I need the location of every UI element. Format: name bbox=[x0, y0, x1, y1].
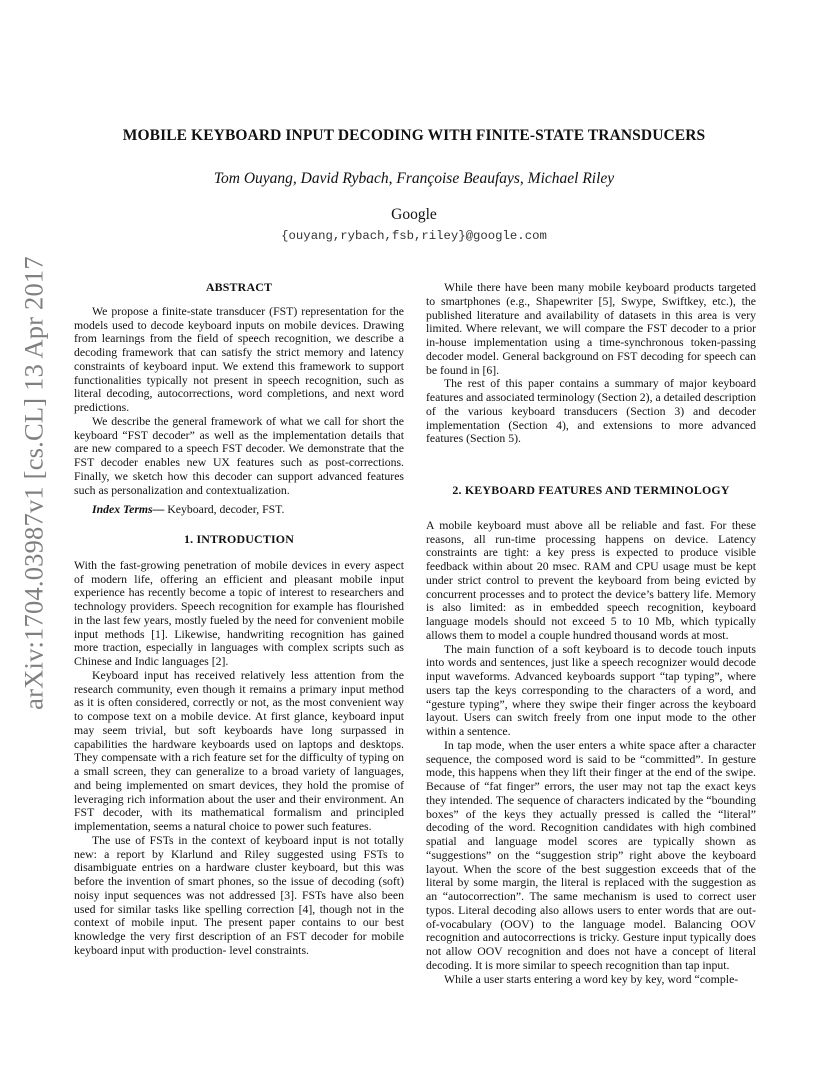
section-heading-introduction: 1. INTRODUCTION bbox=[183, 532, 295, 546]
section-heading-keyboard-features: 2. KEYBOARD FEATURES AND TERMINOLOGY bbox=[452, 483, 730, 497]
right-column bbox=[426, 281, 756, 986]
abstract-heading: ABSTRACT bbox=[205, 280, 273, 294]
index-terms bbox=[74, 503, 404, 517]
body-paragraph: While a user starts entering a word key by key, word “comple- bbox=[444, 972, 739, 986]
index-terms-text: Keyboard, decoder, FST. bbox=[164, 503, 285, 517]
body-paragraph: Keyboard input has received relatively less attention from the research community, even though it remains a primary input method as it is often considered, correctly or not, as the most convenient way to compose text on a mobile device. At first glance, keyboard input may seem trivial, but soft keyboards have long surpassed in capabilities the hardware keyboards used on laptops and desktops. They compensate with a rich feature set for the difficulty of typing on a small screen, they can generalize to a broad variety of languages, and being implemented on smart devices, they hold the promise of leveraging rich information about the user and their environment. An FST decoder, with its mathematical formalism and principled implementation, seems a natural choice to power such features. bbox=[74, 668, 404, 833]
author-email: {ouyang,rybach,fsb,riley}@google.com bbox=[281, 229, 547, 243]
arxiv-stamp bbox=[14, 255, 54, 710]
affiliation: Google bbox=[391, 206, 437, 223]
body-paragraph: In tap mode, when the user enters a white space after a character sequence, the composed word is said to be “committed”. In gesture mode, this happens when they lift their finger at the end of the swipe. Because of “fat finger” errors, the user may not tap the exact keys they intended. The sequence of characters indicated by the “bounding boxes” of the keys they actually pressed is called the “literal” decoding of the word. Recognition candidates with high combined spatial and language model scores are typically shown as “suggestions” on the “suggestion strip” right above the keyboard layout. When the score of the best suggestion exceeds that of the literal by some margin, the literal is replaced with the suggestion as an “autocorrection”. The same mechanism is used to correct user typos. Literal decoding also allows users to enter words that are out-of-vocabulary (OOV) to the language model. Balancing OOV recognition and autocorrections is tricky. Gesture input typically does not allow OOV recognition and does not have a concept of literal decoding. It is more similar to speech recognition than tap input. bbox=[426, 738, 756, 972]
body-paragraph: While there have been many mobile keyboard products targeted to smartphones (e.g., Shapewriter [5], Swype, Swiftkey, etc.), the published literature and availability of datasets in this area is very limited. Where relevant, we will compare the FST decoder to a prior in-house implementation using a time-synchronous token-passing decoder model. General background on FST decoding for speech can be found in [6]. bbox=[426, 281, 756, 377]
body-paragraph: A mobile keyboard must above all be reliable and fast. For these reasons, all run-time processing happens on device. Latency constraints are tight: a key press is expected to produce visible feedback within about 20 msec. RAM and CPU usage must be kept under strict control to prevent the keyboard from being evicted by concurrent processes and to protect the device’s battery life. Memory is also limited: as in embedded speech recognition, keyboard language models should not exceed 5 to 10 Mb, which typically allows them to model a couple hundred thousand words at most. bbox=[426, 518, 756, 642]
abstract-paragraph: We propose a finite-state transducer (FST) representation for the models used to decode keyboard inputs on mobile devices. Drawing from learnings from the field of speech recognition, we describe a decoding framework that can satisfy the strict memory and latency constraints of keyboard input. We extend this framework to support functionalities typically not present in speech recognition, such as literal decoding, autocorrections, word completions, and next word predictions. bbox=[74, 304, 404, 414]
body-paragraph: The use of FSTs in the context of keyboard input is not totally new: a report by Klarlund and Riley suggested using FSTs to disambiguate entries on a hardware cluster keyboard, but this was before the invention of smart phones, so the issue of decoding (soft) noisy input sequences was not addressed [3]. FSTs have also been used for similar tasks like spelling correction [4], though not in the context of mobile input. The present paper contains to our best knowledge the very first description of an FST decoder for mobile keyboard input with production- level constraints. bbox=[74, 833, 404, 957]
body-paragraph: The main function of a soft keyboard is to decode touch inputs into words and sentences, just like a speech recognizer would decode input waveforms. Advanced keyboards support “tap typing”, where users tap the keys corresponding to the characters of a word, and “gesture typing”, where they swipe their finger across the keyboard layout. Users can switch freely from one input mode to the other within a sentence. bbox=[426, 642, 756, 738]
body-paragraph: The rest of this paper contains a summary of major keyboard features and associated terminology (Section 2), a detailed description of the various keyboard transducers (Section 3) and decoder implementation (Section 4), and extensions to more advanced features (Section 5). bbox=[426, 377, 756, 446]
left-column bbox=[74, 281, 404, 958]
paper-title: MOBILE KEYBOARD INPUT DECODING WITH FINITE-STATE TRANSDUCERS bbox=[122, 127, 706, 144]
body-paragraph: With the fast-growing penetration of mobile devices in every aspect of modern life, offering an efficient and pleasant mobile input experience has recently become a topic of interest to researchers and technology providers. Speech recognition for example has flourished in the last few years, mostly fueled by the need for convenient mobile input methods [1]. Likewise, handwriting recognition has gained more traction, especially in languages with complex scripts such as Chinese and Indic languages [2]. bbox=[74, 558, 404, 668]
index-terms-label: Index Terms— bbox=[92, 503, 165, 517]
arxiv-stamp-text: arXiv:1704.03987v1 [cs.CL] 13 Apr 2017 bbox=[18, 255, 49, 710]
abstract-paragraph: We describe the general framework of what we call for short the keyboard “FST decoder” as well as the implementation details that are new compared to a speech FST decoder. We demonstrate that the FST decoder enables new UX features such as post-corrections. Finally, we sketch how this decoder can support advanced features such as personalization and contextualization. bbox=[74, 414, 404, 497]
author-list: Tom Ouyang, David Rybach, Françoise Beaufays, Michael Riley bbox=[213, 170, 615, 187]
